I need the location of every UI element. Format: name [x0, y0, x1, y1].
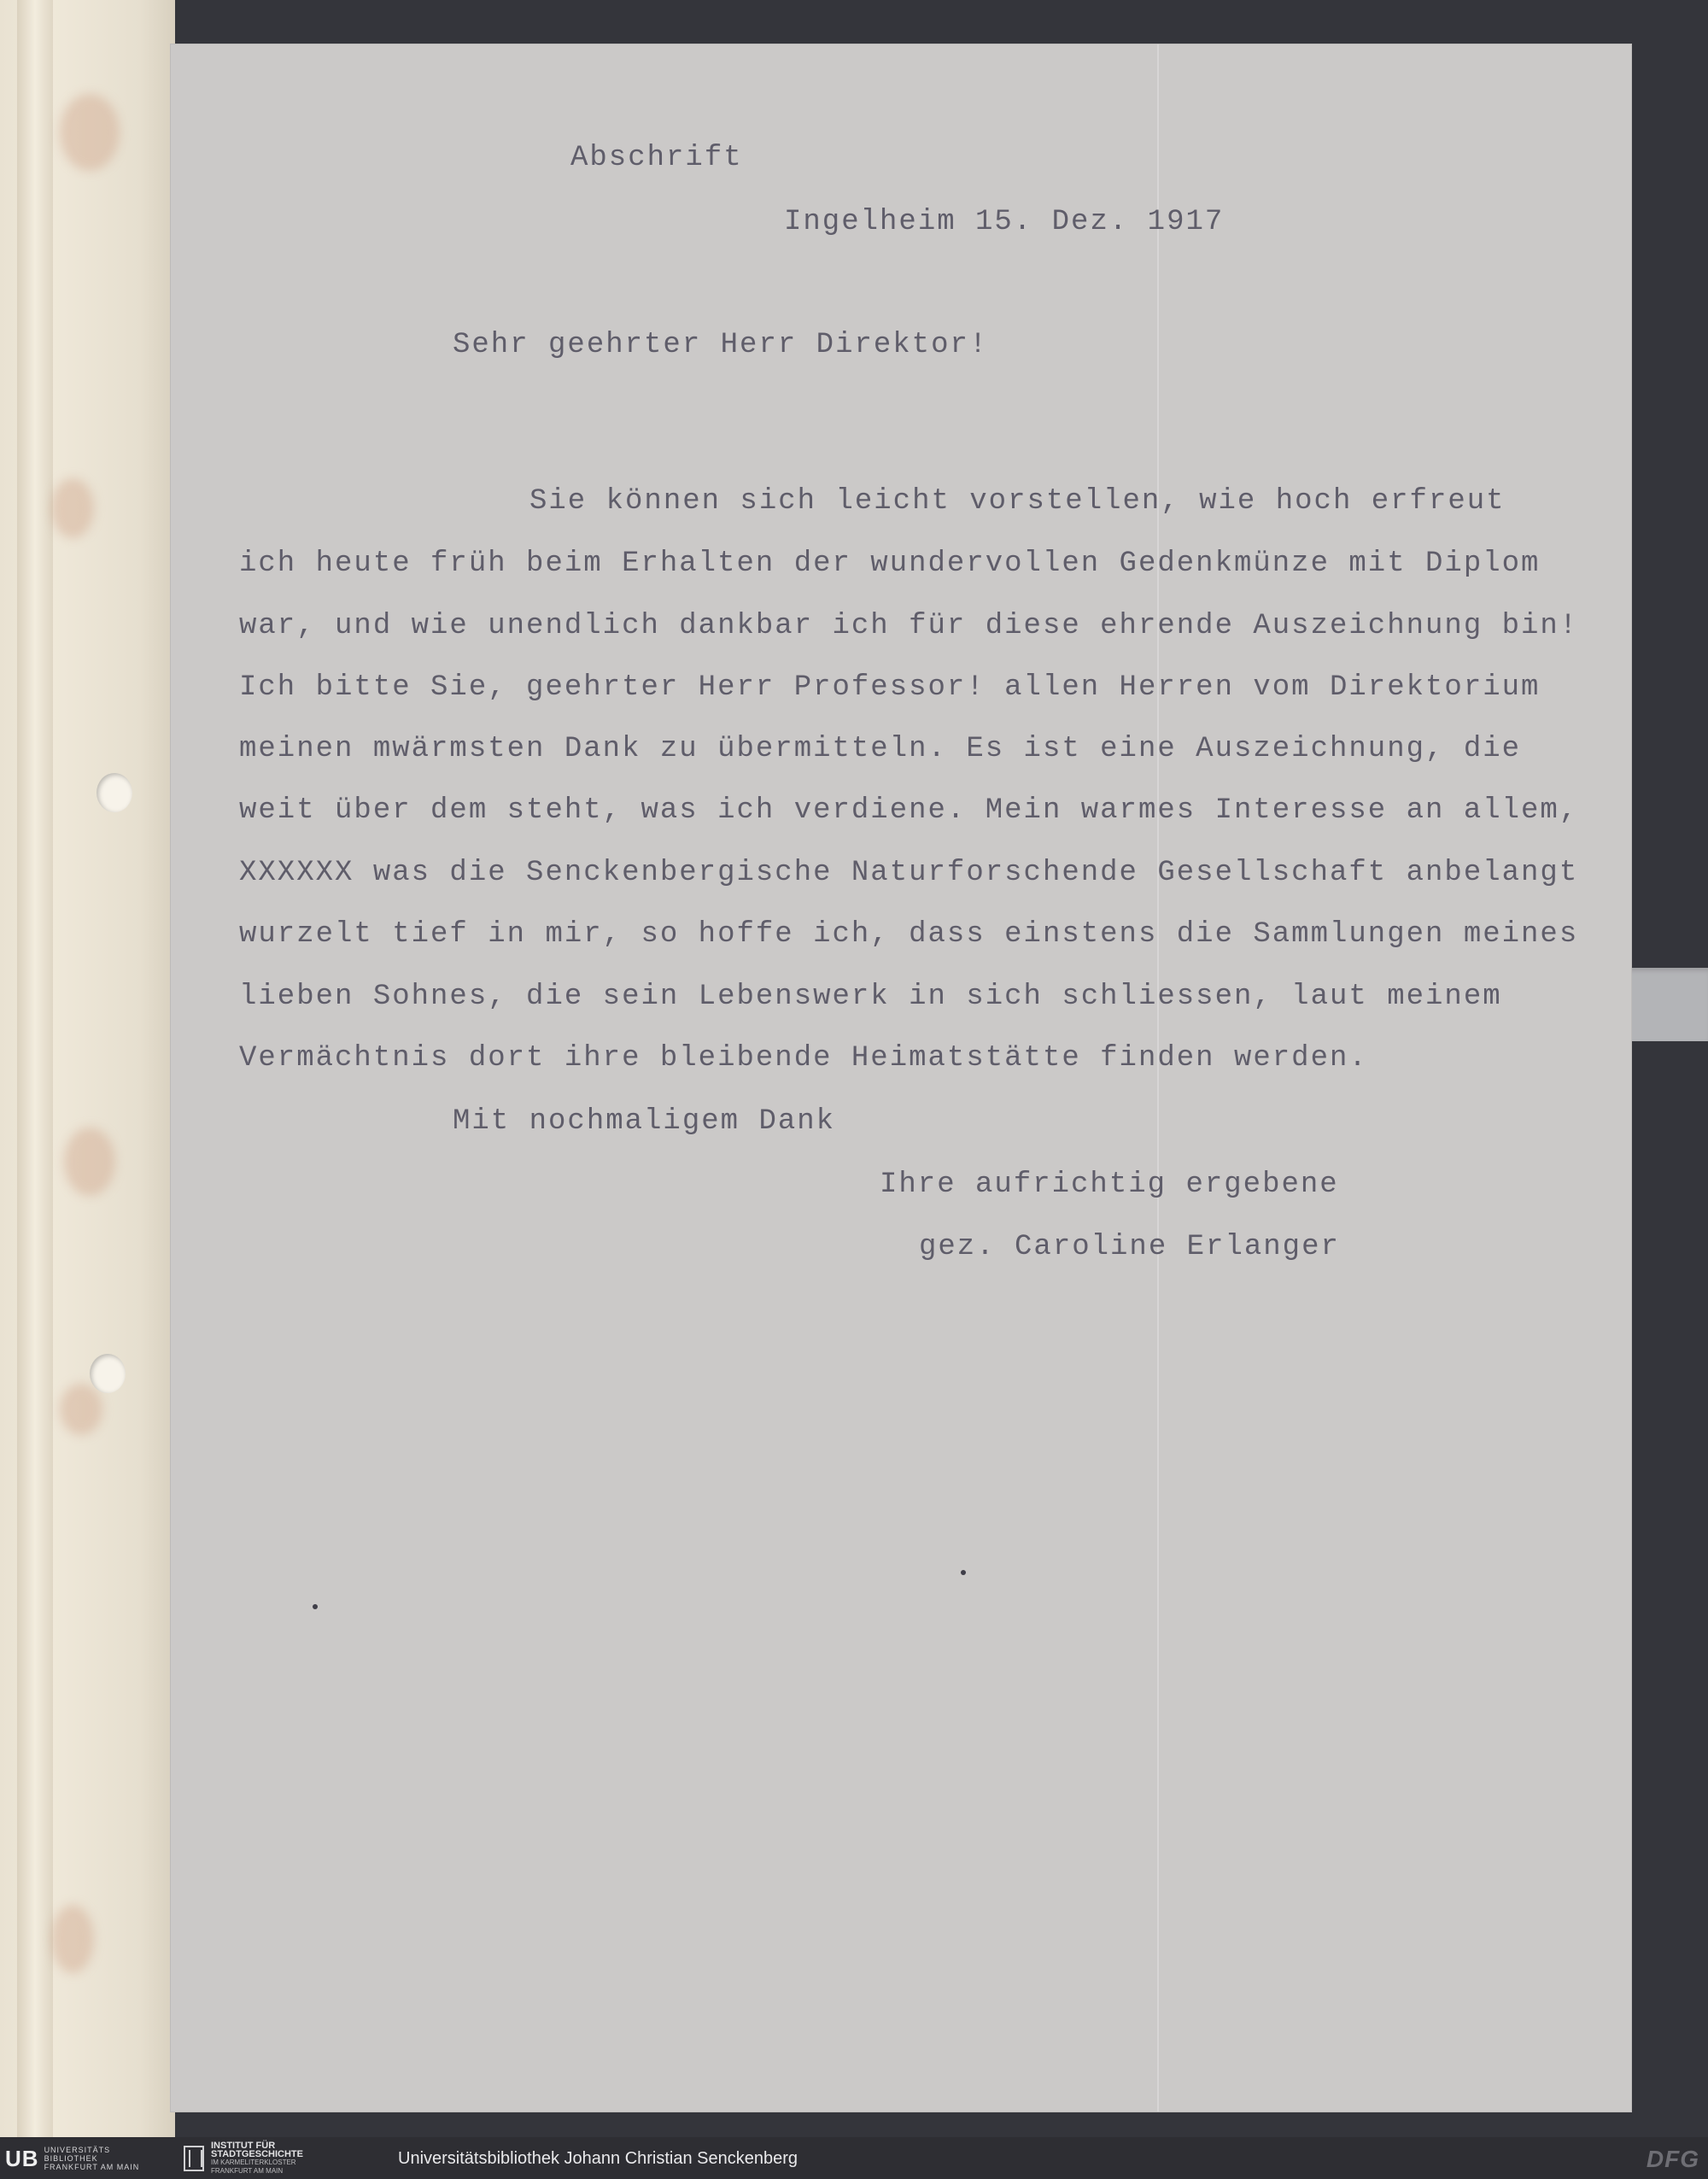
body-line: Ich bitte Sie, geehrter Herr Professor! allen Herren vom Direktorium: [239, 671, 1541, 704]
body-line: wurzelt tief in mir, so hoffe ich, dass einstens die Sammlungen meines: [239, 918, 1579, 951]
isg-logo-line: STADTGESCHICHTE: [211, 2149, 303, 2159]
body-line: lieben Sohnes, die sein Lebenswerk in sich schliessen, laut meinem: [239, 981, 1502, 1013]
body-line: ich heute früh beim Erhalten der wundervollen Gedenkmünze mit Diplom: [239, 548, 1541, 580]
body-line: XXXXXX was die Senckenbergische Naturforschende Gesellschaft anbelangt: [239, 857, 1579, 889]
punch-hole: [97, 773, 132, 812]
body-line: Vermächtnis dort ihre bleibende Heimatstätte finden werden.: [239, 1042, 1368, 1075]
punch-hole: [90, 1354, 126, 1393]
isg-logo-line: FRANKFURT AM MAIN: [211, 2167, 284, 2175]
paper-stain: [51, 478, 94, 538]
viewer-footer: [0, 2137, 1708, 2179]
paper-stain: [51, 1905, 94, 1973]
ink-speck: [313, 1604, 318, 1609]
body-line: weit über dem steht, was ich verdiene. Mein warmes Interesse an allem,: [239, 794, 1579, 827]
fold-line: [1157, 44, 1159, 2112]
closing: Mit nochmaligem Dank: [453, 1105, 836, 1138]
body-line: meinen mwärmsten Dank zu übermitteln. Es ist eine Auszeichnung, die: [239, 733, 1522, 765]
isg-logo-line: IM KARMELITERKLOSTER: [211, 2158, 296, 2166]
isg-building-icon: [184, 2146, 204, 2171]
body-line: Sie können sich leicht vorstellen, wie hoch erfreut: [529, 485, 1506, 518]
dfg-logo[interactable]: DFG: [1646, 2146, 1699, 2172]
document-label: Abschrift: [570, 142, 743, 174]
signature: gez. Caroline Erlanger: [919, 1231, 1340, 1263]
isg-logo[interactable]: [184, 2141, 303, 2175]
body-line: war, und wie unendlich dankbar ich für diese ehrende Auszeichnung bin!: [239, 610, 1579, 642]
dateline: Ingelheim 15. Dez. 1917: [784, 206, 1225, 238]
salutation: Sehr geehrter Herr Direktor!: [453, 329, 989, 361]
paper-stain: [60, 94, 120, 171]
paper-stain: [64, 1128, 115, 1196]
ub-logo[interactable]: [5, 2144, 139, 2173]
ub-logo-line: UNIVERSITÄTS: [44, 2146, 111, 2154]
backing-sheet: [0, 0, 175, 2137]
ub-logo-line: FRANKFURT AM MAIN: [44, 2163, 140, 2171]
ub-logo-mark: UB: [5, 2145, 39, 2171]
isg-logo-line: INSTITUT FÜR: [211, 2141, 276, 2151]
isg-logo-text: [211, 2141, 303, 2176]
valediction: Ihre aufrichtig ergebene: [880, 1169, 1339, 1201]
library-title: Universitätsbibliothek Johann Christian Senckenberg: [398, 2149, 798, 2168]
ink-speck: [961, 1570, 966, 1575]
ub-logo-line: BIBLIOTHEK: [44, 2154, 98, 2163]
ub-logo-text: [44, 2146, 140, 2171]
paper-stain: [60, 1384, 102, 1435]
